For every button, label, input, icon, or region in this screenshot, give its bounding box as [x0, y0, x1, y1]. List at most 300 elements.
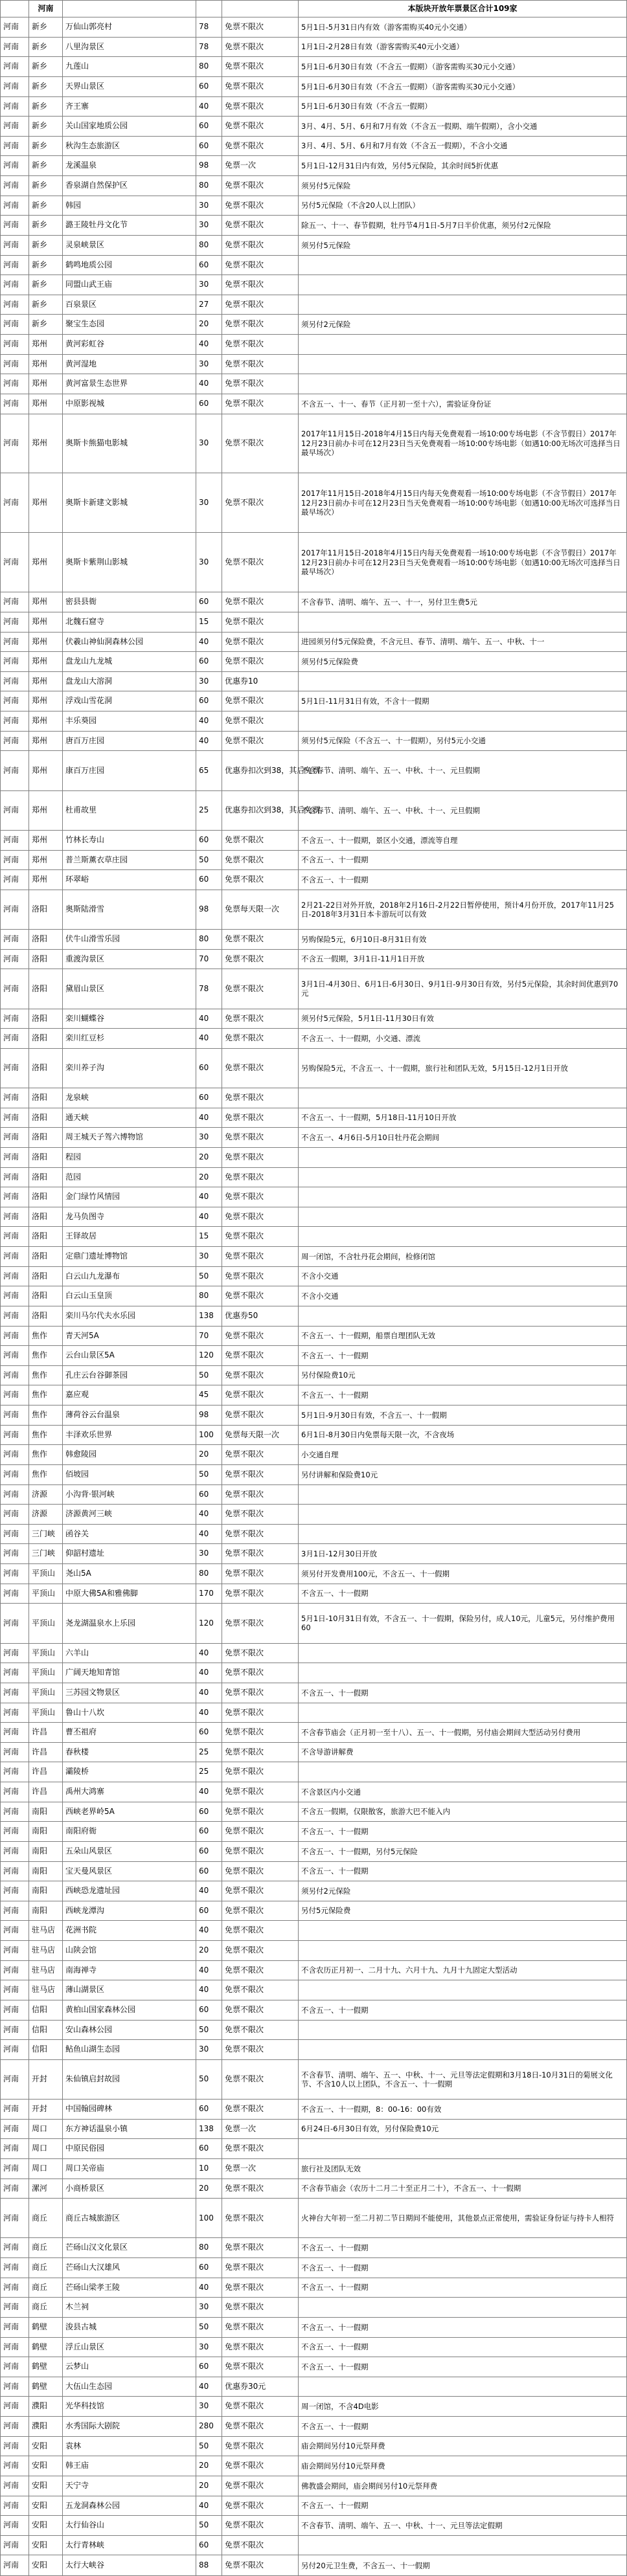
cell-city: 新乡: [29, 96, 63, 117]
cell-province: 河南: [1, 1009, 29, 1029]
table-row: [1, 354, 627, 374]
cell-note: 不含五一假期，仅限散客，旅游大巴不能入内: [299, 1802, 627, 1822]
cell-province: 河南: [1, 2456, 29, 2476]
table-row: [1, 1861, 627, 1881]
table-row: [1, 2436, 627, 2456]
table-row: [1, 117, 627, 137]
cell-ticket-type: 免票不限次: [222, 2199, 299, 2238]
cell-scenic-name: 禹州大鸿寨: [63, 1782, 196, 1802]
table-row: [1, 1723, 627, 1743]
cell-price: 40: [196, 1505, 222, 1525]
cell-province: 河南: [1, 1782, 29, 1802]
cell-ticket-type: 免票不限次: [222, 870, 299, 890]
cell-ticket-type: 免票不限次: [222, 691, 299, 711]
cell-city: 商丘: [29, 2258, 63, 2278]
cell-province: 河南: [1, 1385, 29, 1406]
table-row: [1, 1762, 627, 1782]
cell-ticket-type: 免票不限次: [222, 2436, 299, 2456]
cell-province: 河南: [1, 295, 29, 315]
cell-price: 20: [196, 2178, 222, 2199]
cell-price: 60: [196, 691, 222, 711]
cell-scenic-name: 太行仙谷山: [63, 2516, 196, 2536]
cell-price: 50: [196, 1266, 222, 1286]
cell-scenic-name: 芒砀山梁孝王陵: [63, 2278, 196, 2298]
cell-note: [299, 1921, 627, 1941]
cell-note: [299, 2040, 627, 2060]
cell-scenic-name: 黄河湿地: [63, 354, 196, 374]
cell-city: 新乡: [29, 37, 63, 57]
cell-note: 另付5元保险（不含20人以上团队）: [299, 196, 627, 216]
cell-city: 洛阳: [29, 1147, 63, 1167]
cell-province: 河南: [1, 2278, 29, 2298]
cell-ticket-type: 免票不限次: [222, 711, 299, 732]
table-row: [1, 1782, 627, 1802]
cell-note: 不含五一、4月6日-5月10日牡丹花会期间: [299, 1128, 627, 1148]
cell-province: 河南: [1, 1544, 29, 1564]
cell-city: 焦作: [29, 1406, 63, 1426]
cell-province: 河南: [1, 17, 29, 38]
cell-province: 河南: [1, 949, 29, 969]
cell-note: [299, 1088, 627, 1108]
header-col-4: [196, 1, 222, 17]
cell-city: 洛阳: [29, 1306, 63, 1326]
table-row: [1, 1941, 627, 1961]
cell-note: 须另付5元保险费: [299, 652, 627, 672]
cell-scenic-name: 周王城天子驾六博物馆: [63, 1128, 196, 1148]
cell-scenic-name: 仰韶村遗址: [63, 1544, 196, 1564]
cell-price: 60: [196, 117, 222, 137]
cell-province: 河南: [1, 1980, 29, 2000]
cell-province: 河南: [1, 671, 29, 691]
cell-note: 不含春节庙会（正月初一至十八）、五一、十一假期，另付庙会期间大型活动另付费用: [299, 1723, 627, 1743]
cell-note: 不含五一、十一假期: [299, 2337, 627, 2357]
cell-scenic-name: 白云山玉皇顶: [63, 1286, 196, 1306]
cell-note: [299, 1227, 627, 1247]
cell-price: 60: [196, 1861, 222, 1881]
cell-city: 南阳: [29, 1802, 63, 1822]
cell-price: 60: [196, 1048, 222, 1088]
cell-ticket-type: 免票一次: [222, 156, 299, 176]
cell-province: 河南: [1, 1643, 29, 1663]
table-row: [1, 930, 627, 950]
cell-price: 60: [196, 870, 222, 890]
cell-note: 须另付5元保险: [299, 176, 627, 196]
cell-scenic-name: 三苏园文物景区: [63, 1683, 196, 1703]
cell-city: 焦作: [29, 1425, 63, 1445]
table-row: [1, 790, 627, 830]
cell-city: 洛阳: [29, 1207, 63, 1227]
table-row: [1, 969, 627, 1009]
table-row: [1, 176, 627, 196]
cell-price: 40: [196, 1029, 222, 1049]
cell-city: 平顶山: [29, 1604, 63, 1643]
cell-scenic-name: 金门绿竹风情园: [63, 1187, 196, 1207]
cell-note: 不含五一、十一、春节（正月初一至十六），需验证身份证: [299, 394, 627, 414]
cell-ticket-type: 免票不限次: [222, 1247, 299, 1267]
table-row: [1, 295, 627, 315]
cell-ticket-type: 免票不限次: [222, 2100, 299, 2120]
cell-note: 不含五一、十一假期: [299, 2357, 627, 2377]
cell-ticket-type: 免票不限次: [222, 414, 299, 473]
cell-note: 不含五一、十一假期: [299, 2496, 627, 2516]
cell-ticket-type: 免票不限次: [222, 1703, 299, 1723]
cell-price: 60: [196, 76, 222, 96]
cell-scenic-name: 春秋楼: [63, 1742, 196, 1762]
cell-scenic-name: 普兰斯薰衣草庄园: [63, 850, 196, 870]
cell-note: 不含春节、清明、端午、五一、中秋、十一、元旦假期: [299, 751, 627, 790]
cell-city: 鹤壁: [29, 2317, 63, 2337]
cell-price: 80: [196, 1564, 222, 1584]
cell-city: 焦作: [29, 1445, 63, 1465]
cell-province: 河南: [1, 1584, 29, 1604]
cell-city: 新乡: [29, 117, 63, 137]
cell-note: 另购保险5元，不含五一、十一假期，旅行社和团队无效，5月15日-12月1日开放: [299, 1048, 627, 1088]
cell-note: 不含春节、清明、端午、五一、中秋、十一、元旦等法定假期: [299, 2516, 627, 2536]
cell-price: 78: [196, 17, 222, 38]
cell-price: 78: [196, 969, 222, 1009]
cell-ticket-type: 免票不限次: [222, 1365, 299, 1385]
cell-ticket-type: 免票不限次: [222, 2397, 299, 2417]
table-row: [1, 2417, 627, 2437]
cell-city: 安阳: [29, 2496, 63, 2516]
cell-price: 60: [196, 1901, 222, 1921]
cell-ticket-type: 免票不限次: [222, 1147, 299, 1167]
cell-province: 河南: [1, 592, 29, 612]
cell-scenic-name: 五龙洞森林公园: [63, 2496, 196, 2516]
cell-price: 120: [196, 1346, 222, 1366]
cell-ticket-type: 免票不限次: [222, 731, 299, 751]
cell-province: 河南: [1, 691, 29, 711]
cell-city: 三门峡: [29, 1544, 63, 1564]
cell-city: 鹤壁: [29, 2357, 63, 2377]
cell-scenic-name: 鹤鸣地质公园: [63, 255, 196, 275]
cell-ticket-type: 免票不限次: [222, 1841, 299, 1861]
cell-province: 河南: [1, 533, 29, 592]
cell-note: [299, 354, 627, 374]
cell-city: 郑州: [29, 612, 63, 632]
cell-province: 河南: [1, 1227, 29, 1247]
cell-city: 济源: [29, 1505, 63, 1525]
table-row: [1, 1167, 627, 1187]
cell-province: 河南: [1, 394, 29, 414]
cell-ticket-type: 免票不限次: [222, 652, 299, 672]
cell-city: 安阳: [29, 2555, 63, 2576]
cell-note: [299, 671, 627, 691]
cell-scenic-name: 鲇鱼山湖生态园: [63, 2040, 196, 2060]
cell-ticket-type: 免票不限次: [222, 1881, 299, 1901]
cell-province: 河南: [1, 57, 29, 77]
cell-province: 河南: [1, 890, 29, 929]
cell-note: 小交通自理: [299, 1445, 627, 1465]
cell-province: 河南: [1, 1464, 29, 1484]
cell-price: 40: [196, 2496, 222, 2516]
cell-ticket-type: 免票不限次: [222, 1663, 299, 1683]
table-row: [1, 275, 627, 295]
cell-scenic-name: 袁林: [63, 2436, 196, 2456]
table-row: [1, 2278, 627, 2298]
cell-ticket-type: 免票不限次: [222, 37, 299, 57]
cell-city: 南阳: [29, 1901, 63, 1921]
cell-city: 新乡: [29, 255, 63, 275]
cell-note: [299, 1187, 627, 1207]
cell-note: [299, 374, 627, 394]
table-row: [1, 1683, 627, 1703]
cell-province: 河南: [1, 2139, 29, 2159]
cell-price: 25: [196, 1762, 222, 1782]
cell-scenic-name: 盘龙山大溶洞: [63, 671, 196, 691]
cell-ticket-type: 免票不限次: [222, 2516, 299, 2536]
cell-city: 郑州: [29, 870, 63, 890]
cell-note: 3月1日-4月30日、6月1日-6月30日、9月1日-9月30日有效，另付5元保险，其余时间优惠到70元: [299, 969, 627, 1009]
cell-city: 郑州: [29, 830, 63, 850]
cell-province: 河南: [1, 1484, 29, 1505]
cell-province: 河南: [1, 2100, 29, 2120]
cell-city: 郑州: [29, 790, 63, 830]
cell-price: 60: [196, 394, 222, 414]
cell-note: 不含农历正月初一、二月十九、六月十九、九月十九固定大型活动: [299, 1960, 627, 1980]
cell-price: 40: [196, 1108, 222, 1128]
cell-price: 60: [196, 1822, 222, 1842]
cell-price: 80: [196, 1286, 222, 1306]
cell-price: 30: [196, 2397, 222, 2417]
cell-price: 80: [196, 930, 222, 950]
cell-province: 河南: [1, 96, 29, 117]
cell-price: 170: [196, 1584, 222, 1604]
cell-scenic-name: 中国翰园碑林: [63, 2100, 196, 2120]
cell-ticket-type: 免票不限次: [222, 2059, 299, 2099]
cell-note: 火神台大年初一至二月初二节日期间不能使用，其他景点正常使用，需验证身份证与持卡人相符: [299, 2199, 627, 2238]
cell-ticket-type: 免票不限次: [222, 533, 299, 592]
cell-note: 不含五一、十一假期: [299, 1861, 627, 1881]
cell-province: 河南: [1, 2397, 29, 2417]
table-row: [1, 2555, 627, 2576]
cell-city: 新乡: [29, 295, 63, 315]
cell-province: 河南: [1, 969, 29, 1009]
cell-scenic-name: 灵泉峡景区: [63, 235, 196, 255]
cell-province: 河南: [1, 2178, 29, 2199]
cell-province: 河南: [1, 1604, 29, 1643]
cell-scenic-name: 环翠峪: [63, 870, 196, 890]
table-row: [1, 1643, 627, 1663]
cell-note: 不含导游讲解费: [299, 1742, 627, 1762]
cell-price: 40: [196, 1960, 222, 1980]
cell-city: 洛阳: [29, 890, 63, 929]
cell-ticket-type: 免票不限次: [222, 473, 299, 533]
cell-note: 3月1日-12月30日开放: [299, 1544, 627, 1564]
table-row: [1, 2119, 627, 2139]
cell-scenic-name: 太行青林峡: [63, 2535, 196, 2555]
table-row: [1, 1286, 627, 1306]
cell-scenic-name: 龙溪温泉: [63, 156, 196, 176]
cell-province: 河南: [1, 850, 29, 870]
table-row: [1, 255, 627, 275]
cell-city: 洛阳: [29, 1029, 63, 1049]
cell-scenic-name: 密县县衙: [63, 592, 196, 612]
cell-scenic-name: 芒砀山汉文化景区: [63, 2238, 196, 2258]
cell-note: 不含五一、十一假期: [299, 1385, 627, 1406]
cell-ticket-type: 免票不限次: [222, 2337, 299, 2357]
cell-price: 20: [196, 1167, 222, 1187]
table-row: [1, 632, 627, 652]
cell-scenic-name: 木兰祠: [63, 2298, 196, 2318]
cell-province: 河南: [1, 1128, 29, 1148]
cell-ticket-type: 免票一次: [222, 2158, 299, 2178]
cell-city: 许昌: [29, 1782, 63, 1802]
cell-city: 焦作: [29, 1365, 63, 1385]
cell-price: 30: [196, 216, 222, 236]
table-row: [1, 315, 627, 335]
cell-city: 郑州: [29, 394, 63, 414]
cell-scenic-name: 齐王寨: [63, 96, 196, 117]
cell-price: 30: [196, 1128, 222, 1148]
cell-city: 焦作: [29, 1385, 63, 1406]
cell-note: 3月、4月、5月、6月和7月有效（不含五一假期、端午假期），含小交通: [299, 117, 627, 137]
cell-note: 旅行社及团队无效: [299, 2158, 627, 2178]
table-row: [1, 1901, 627, 1921]
cell-province: 河南: [1, 870, 29, 890]
table-row: [1, 1406, 627, 1426]
table-row: [1, 1802, 627, 1822]
cell-ticket-type: 免票不限次: [222, 295, 299, 315]
table-row: [1, 1544, 627, 1564]
cell-province: 河南: [1, 37, 29, 57]
cell-province: 河南: [1, 2020, 29, 2040]
cell-city: 平顶山: [29, 1643, 63, 1663]
cell-province: 河南: [1, 1029, 29, 1049]
cell-ticket-type: 免票不限次: [222, 96, 299, 117]
cell-city: 周口: [29, 2139, 63, 2159]
cell-price: 60: [196, 2100, 222, 2120]
cell-note: 不含五一、十一假期: [299, 2317, 627, 2337]
cell-scenic-name: 山陕会馆: [63, 1941, 196, 1961]
cell-city: 洛阳: [29, 1088, 63, 1108]
table-row: [1, 76, 627, 96]
cell-ticket-type: 免票不限次: [222, 216, 299, 236]
cell-city: 许昌: [29, 1742, 63, 1762]
cell-province: 河南: [1, 731, 29, 751]
cell-city: 郑州: [29, 652, 63, 672]
cell-note: 庙会期间另付10元祭拜费: [299, 2436, 627, 2456]
cell-province: 河南: [1, 414, 29, 473]
cell-province: 河南: [1, 790, 29, 830]
cell-province: 河南: [1, 1306, 29, 1326]
cell-scenic-name: 灞陵桥: [63, 1762, 196, 1782]
cell-note: 不含五一、十一假期: [299, 850, 627, 870]
table-row: [1, 1108, 627, 1128]
table-row: [1, 374, 627, 394]
cell-ticket-type: 免票不限次: [222, 1227, 299, 1247]
cell-scenic-name: 周口关帝庙: [63, 2158, 196, 2178]
cell-scenic-name: 云梦山: [63, 2357, 196, 2377]
cell-price: 80: [196, 57, 222, 77]
cell-city: 商丘: [29, 2278, 63, 2298]
cell-scenic-name: 同盟山武王庙: [63, 275, 196, 295]
table-row: [1, 1445, 627, 1465]
cell-ticket-type: 免票不限次: [222, 176, 299, 196]
cell-city: 许昌: [29, 1762, 63, 1782]
cell-province: 河南: [1, 1564, 29, 1584]
table-row: [1, 1663, 627, 1683]
cell-city: 焦作: [29, 1464, 63, 1484]
cell-note: 2017年11月15日-2018年4月15日内每天免费观看一场10:00专场电影（不含节假日）2017年12月23日前办卡可在12月23日当天免费观看一场10:00专场电影（如遇10:00无场次可选择当日最早场次）: [299, 414, 627, 473]
cell-ticket-type: 免票不限次: [222, 2555, 299, 2576]
cell-ticket-type: 免票每天限一次: [222, 1425, 299, 1445]
cell-price: 45: [196, 1385, 222, 1406]
cell-province: 河南: [1, 335, 29, 355]
cell-scenic-name: 小商桥景区: [63, 2178, 196, 2199]
cell-price: 40: [196, 374, 222, 394]
cell-note: 不含小交通: [299, 1266, 627, 1286]
cell-price: 88: [196, 2555, 222, 2576]
table-row: [1, 2456, 627, 2476]
cell-note: 2017年11月15日-2018年4月15日内每天免费观看一场10:00专场电影（不含节假日）2017年12月23日前办卡可在12月23日当天免费观看一场10:00专场电影（如遇10:00无场次可选择当日最早场次）: [299, 533, 627, 592]
cell-note: 不含五一、十一假期: [299, 1584, 627, 1604]
cell-note: 须另付2元保险: [299, 315, 627, 335]
cell-note: [299, 255, 627, 275]
cell-province: 河南: [1, 2555, 29, 2576]
cell-note: 不含春节、清明、端午、五一、中秋、十一、元旦等法定假期和3月18日-10月31日的菊展文化节、不含10人以上团队，不含五一、十一假期: [299, 2059, 627, 2099]
cell-province: 河南: [1, 1346, 29, 1366]
cell-city: 洛阳: [29, 1266, 63, 1286]
cell-price: 40: [196, 1643, 222, 1663]
cell-city: 新乡: [29, 315, 63, 335]
cell-city: 洛阳: [29, 1009, 63, 1029]
cell-scenic-name: 关山国家地质公园: [63, 117, 196, 137]
cell-ticket-type: 免票不限次: [222, 17, 299, 38]
cell-note: 不含景区内小交通: [299, 1782, 627, 1802]
cell-note: [299, 1703, 627, 1723]
cell-scenic-name: 南海禅寺: [63, 1960, 196, 1980]
table-row: [1, 2357, 627, 2377]
cell-city: 开封: [29, 2100, 63, 2120]
cell-city: 洛阳: [29, 1247, 63, 1267]
cell-scenic-name: 安山森林公园: [63, 2020, 196, 2040]
cell-ticket-type: 免票不限次: [222, 57, 299, 77]
cell-ticket-type: 优惠券30元: [222, 2377, 299, 2397]
cell-city: 鹤壁: [29, 2377, 63, 2397]
cell-ticket-type: 免票不限次: [222, 2139, 299, 2159]
cell-price: 78: [196, 37, 222, 57]
cell-ticket-type: 免票每天限一次: [222, 890, 299, 929]
cell-note: [299, 1147, 627, 1167]
cell-province: 河南: [1, 1167, 29, 1187]
cell-note: [299, 2377, 627, 2397]
cell-price: 40: [196, 1663, 222, 1683]
cell-province: 河南: [1, 1445, 29, 1465]
table-row: [1, 196, 627, 216]
cell-scenic-name: 万仙山郭亮村: [63, 17, 196, 38]
table-row: [1, 2535, 627, 2555]
cell-province: 河南: [1, 2317, 29, 2337]
cell-price: 20: [196, 1445, 222, 1465]
cell-city: 新乡: [29, 76, 63, 96]
cell-scenic-name: 栾川蝴蝶谷: [63, 1009, 196, 1029]
header-title: 本版块开放年票景区合计109家: [299, 1, 627, 17]
cell-price: 15: [196, 612, 222, 632]
cell-ticket-type: 免票一次: [222, 2119, 299, 2139]
cell-ticket-type: 免票不限次: [222, 1187, 299, 1207]
cell-note: 2017年11月15日-2018年4月15日内每天免费观看一场10:00专场电影（不含节假日）2017年12月23日前办卡可在12月23日当天免费观看一场10:00专场电影（如遇10:00无场次可选择当日最早场次）: [299, 473, 627, 533]
cell-province: 河南: [1, 1881, 29, 1901]
cell-price: 60: [196, 136, 222, 156]
cell-city: 新乡: [29, 176, 63, 196]
cell-price: 40: [196, 731, 222, 751]
cell-city: 周口: [29, 2158, 63, 2178]
cell-note: 不含五一、十一假期，5月18日-11月10日开放: [299, 1108, 627, 1128]
cell-price: 30: [196, 2298, 222, 2318]
cell-city: 周口: [29, 2119, 63, 2139]
cell-province: 河南: [1, 1247, 29, 1267]
